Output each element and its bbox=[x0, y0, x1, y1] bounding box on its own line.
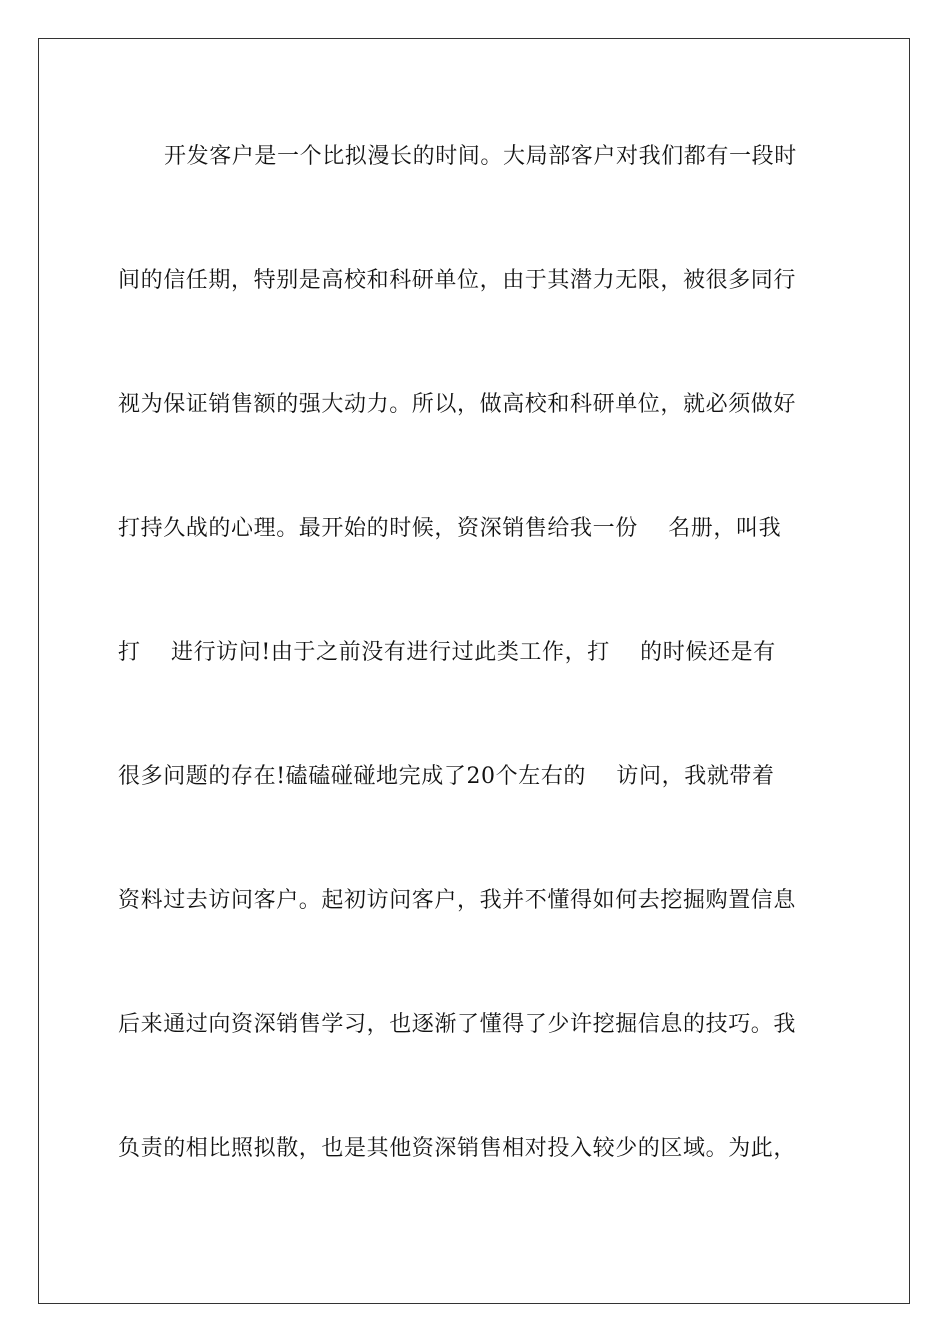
text-line-9: 负责的相比照拟散，也是其他资深销售相对投入较少的区域。为此， bbox=[118, 1136, 797, 1161]
text-line-8: 后来通过向资深销售学习，也逐渐了懂得了少许挖掘信息的技巧。我 bbox=[118, 1012, 797, 1037]
text-line-4: 打持久战的心理。最开始的时候，资深销售给我一份 名册，叫我 bbox=[118, 516, 782, 541]
text-line-2: 间的信任期，特别是高校和科研单位，由于其潜力无限，被很多同行 bbox=[118, 268, 797, 293]
text-line-6: 很多问题的存在!磕磕碰碰地完成了20个左右的 访问，我就带着 bbox=[118, 764, 775, 789]
text-line-5: 打 进行访问!由于之前没有进行过此类工作，打 的时候还是有 bbox=[118, 640, 776, 665]
text-line-3: 视为保证销售额的强大动力。所以，做高校和科研单位，就必须做好 bbox=[118, 392, 797, 417]
text-line-7: 资料过去访问客户。起初访问客户，我并不懂得如何去挖掘购置信息 bbox=[118, 888, 797, 913]
document-body bbox=[118, 126, 834, 1242]
text-line-1: 开发客户是一个比拟漫长的时间。大局部客户对我们都有一段时 bbox=[164, 144, 797, 169]
